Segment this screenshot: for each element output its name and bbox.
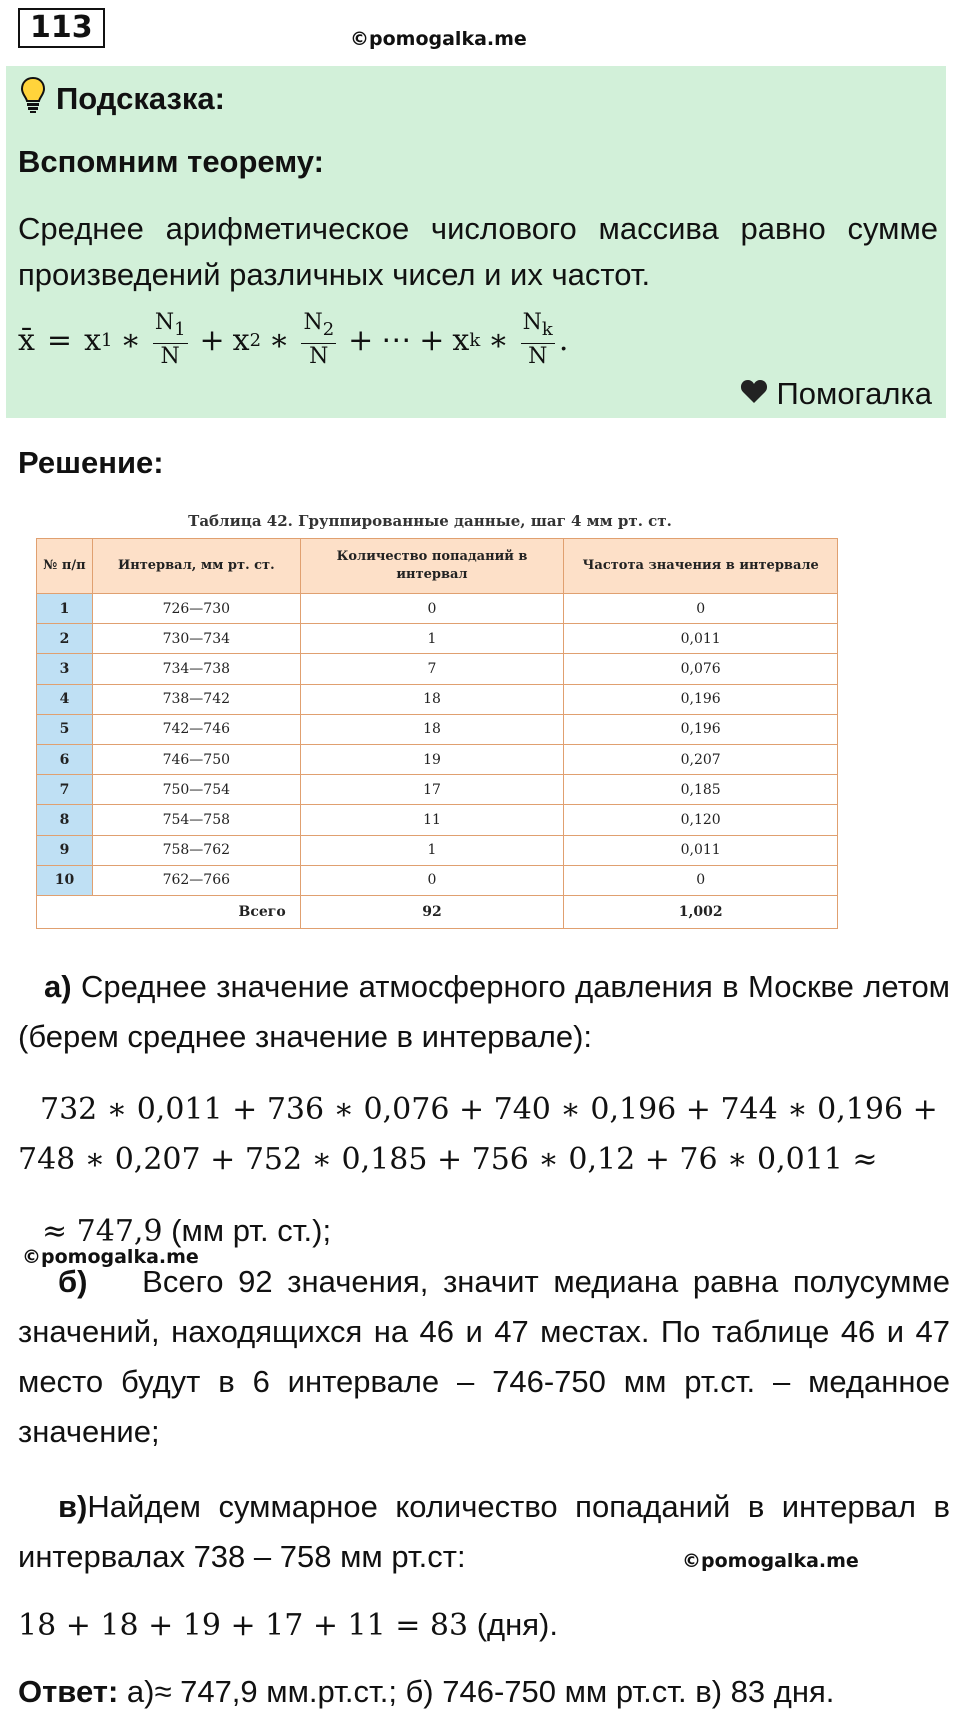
table-cell: 726—730 bbox=[92, 594, 300, 624]
formula-plus: + bbox=[199, 322, 225, 358]
frac1-den: N bbox=[160, 344, 180, 369]
formula-frac2 bbox=[301, 310, 336, 370]
table-cell: 1 bbox=[37, 594, 93, 624]
part-c-result bbox=[18, 1600, 558, 1651]
frac2-num: N bbox=[303, 310, 323, 335]
mean-formula bbox=[18, 310, 568, 370]
hint-subtitle: Вспомним теорему: bbox=[18, 144, 324, 179]
table-cell: 750—754 bbox=[92, 775, 300, 805]
frac1-sub: 1 bbox=[174, 319, 186, 340]
table-caption: Таблица 42. Группированные данные, шаг 4 мм рт. ст. bbox=[188, 512, 672, 530]
problem-number: 113 bbox=[18, 8, 105, 48]
table-cell: 0,196 bbox=[564, 684, 838, 714]
watermark-middle: ©pomogalka.me bbox=[22, 1246, 199, 1268]
table-header-cell: Интервал, мм рт. ст. bbox=[92, 539, 300, 594]
formula-frack bbox=[521, 310, 555, 370]
table-cell: 5 bbox=[37, 714, 93, 744]
table-cell: 1 bbox=[300, 624, 564, 654]
table-cell: 762—766 bbox=[92, 865, 300, 895]
table-row bbox=[37, 714, 838, 744]
formula-x2: x bbox=[232, 322, 250, 358]
table-cell: 10 bbox=[37, 865, 93, 895]
table-cell: 8 bbox=[37, 805, 93, 835]
formula-xbar: x̄ bbox=[18, 322, 35, 358]
part-c-math: 18 + 18 + 19 + 17 + 11 = 83 bbox=[18, 1608, 469, 1643]
table-cell: 7 bbox=[37, 775, 93, 805]
part-c-label: в) bbox=[58, 1489, 88, 1524]
formula-plus: + bbox=[419, 322, 445, 358]
part-c-math-suffix: (дня). bbox=[468, 1607, 558, 1642]
hint-title-text: Подсказка: bbox=[56, 81, 225, 116]
frack-num: N bbox=[522, 310, 542, 335]
table-row bbox=[37, 654, 838, 684]
table-row bbox=[37, 624, 838, 654]
table-row bbox=[37, 594, 838, 624]
brand-text: Помогалка bbox=[776, 376, 932, 411]
table-cell: 9 bbox=[37, 835, 93, 865]
part-a-body: Среднее значение атмосферного давления в Москве летом (берем среднее значение в интервале): bbox=[18, 969, 950, 1054]
brand bbox=[740, 376, 932, 412]
watermark-bottom: ©pomogalka.me bbox=[682, 1550, 859, 1572]
table-row bbox=[37, 805, 838, 835]
table-cell: 758—762 bbox=[92, 835, 300, 865]
frack-den: N bbox=[528, 344, 548, 369]
solution-title: Решение: bbox=[18, 445, 164, 480]
table-cell: 738—742 bbox=[92, 684, 300, 714]
table-cell: 1 bbox=[300, 835, 564, 865]
frac2-den: N bbox=[309, 344, 329, 369]
table-cell: 0 bbox=[300, 865, 564, 895]
table-cell: 18 bbox=[300, 684, 564, 714]
part-a-result-math: ≈ 747,9 bbox=[42, 1214, 163, 1249]
table-total-label: Всего bbox=[37, 895, 301, 928]
table-cell: 0 bbox=[300, 594, 564, 624]
formula-subk: k bbox=[469, 329, 481, 351]
table-cell: 0,120 bbox=[564, 805, 838, 835]
table-row bbox=[37, 744, 838, 774]
lightbulb-icon bbox=[20, 76, 46, 122]
table-header-cell: № п/п bbox=[37, 539, 93, 594]
table-cell: 0 bbox=[564, 594, 838, 624]
hint-box bbox=[6, 66, 946, 418]
part-a-result-text: (мм рт. ст.); bbox=[162, 1213, 332, 1248]
table-cell: 3 bbox=[37, 654, 93, 684]
formula-sub2: 2 bbox=[249, 329, 262, 351]
answer bbox=[18, 1674, 834, 1710]
formula-x1: x bbox=[84, 322, 101, 358]
table-cell: 6 bbox=[37, 744, 93, 774]
table-row bbox=[37, 684, 838, 714]
table-header-cell: Количество попаданий в интервал bbox=[300, 539, 564, 594]
table-row bbox=[37, 835, 838, 865]
part-b-text bbox=[18, 1257, 950, 1457]
formula-frac1 bbox=[153, 310, 188, 370]
table-cell: 0 bbox=[564, 865, 838, 895]
table-cell: 7 bbox=[300, 654, 564, 684]
table-cell: 734—738 bbox=[92, 654, 300, 684]
frac1-num: N bbox=[154, 310, 175, 335]
part-a-math-line2: 748 ∗ 0,207 + 752 ∗ 0,185 + 756 ∗ 0,12 + 76 ∗ 0,011 ≈ bbox=[18, 1142, 878, 1177]
hint-title bbox=[20, 76, 225, 122]
table-cell: 11 bbox=[300, 805, 564, 835]
formula-xk: x bbox=[452, 322, 470, 358]
table-total-row bbox=[37, 895, 838, 928]
table-row bbox=[37, 865, 838, 895]
formula-mul: ∗ bbox=[488, 322, 509, 358]
table-row bbox=[37, 775, 838, 805]
table-header-cell: Частота значения в интервале bbox=[564, 539, 838, 594]
watermark-top: ©pomogalka.me bbox=[350, 28, 527, 50]
formula-plus: + bbox=[348, 322, 374, 358]
table-cell: 17 bbox=[300, 775, 564, 805]
part-a-label: а) bbox=[44, 969, 72, 1004]
answer-label: Ответ: bbox=[18, 1674, 119, 1709]
table-total-cell: 1,002 bbox=[564, 895, 838, 928]
table-cell: 0,011 bbox=[564, 835, 838, 865]
table-cell: 0,076 bbox=[564, 654, 838, 684]
part-b-body: Всего 92 значения, значит медиана равна полусумме значений, находящихся на 46 и 47 местах. По таблице 46 и 47 место будут в 6 интервале – 746-750 мм рт.ст. – меданное значение; bbox=[18, 1264, 950, 1449]
table-cell: 0,196 bbox=[564, 714, 838, 744]
formula-mul: ∗ bbox=[120, 322, 141, 358]
table-total-cell: 92 bbox=[300, 895, 564, 928]
answer-text: а)≈ 747,9 мм.рт.ст.; б) 746-750 мм рт.ст. в) 83 дня. bbox=[118, 1674, 835, 1709]
formula-ellipsis: ⋯ bbox=[381, 322, 412, 358]
table-cell: 0,207 bbox=[564, 744, 838, 774]
table-cell: 0,011 bbox=[564, 624, 838, 654]
frack-sub: k bbox=[541, 319, 553, 340]
table-cell: 754—758 bbox=[92, 805, 300, 835]
table-cell: 746—750 bbox=[92, 744, 300, 774]
data-table bbox=[36, 538, 838, 929]
part-a-math-line1: 732 ∗ 0,011 + 736 ∗ 0,076 + 740 ∗ 0,196 + 744 ∗ 0,196 + bbox=[40, 1092, 938, 1127]
formula-mul: ∗ bbox=[269, 322, 290, 358]
table-header-row bbox=[37, 539, 838, 594]
part-c-body: Найдем суммарное количество попаданий в интервал в интервалах 738 – 758 мм рт.ст: bbox=[18, 1489, 950, 1574]
table-cell: 19 bbox=[300, 744, 564, 774]
heart-icon bbox=[740, 376, 768, 412]
table-cell: 18 bbox=[300, 714, 564, 744]
part-a-text bbox=[18, 962, 950, 1062]
formula-dot: . bbox=[558, 322, 569, 358]
table-cell: 0,185 bbox=[564, 775, 838, 805]
table-cell: 2 bbox=[37, 624, 93, 654]
table-cell: 4 bbox=[37, 684, 93, 714]
hint-text: Среднее арифметическое числового массива равно сумме произведений различных чисел и их частот. bbox=[18, 211, 938, 292]
table-cell: 730—734 bbox=[92, 624, 300, 654]
part-b-label: б) bbox=[58, 1264, 88, 1299]
table-cell: 742—746 bbox=[92, 714, 300, 744]
frac2-sub: 2 bbox=[322, 319, 335, 340]
formula-sub1: 1 bbox=[100, 329, 113, 351]
formula-eq: = bbox=[46, 322, 73, 358]
